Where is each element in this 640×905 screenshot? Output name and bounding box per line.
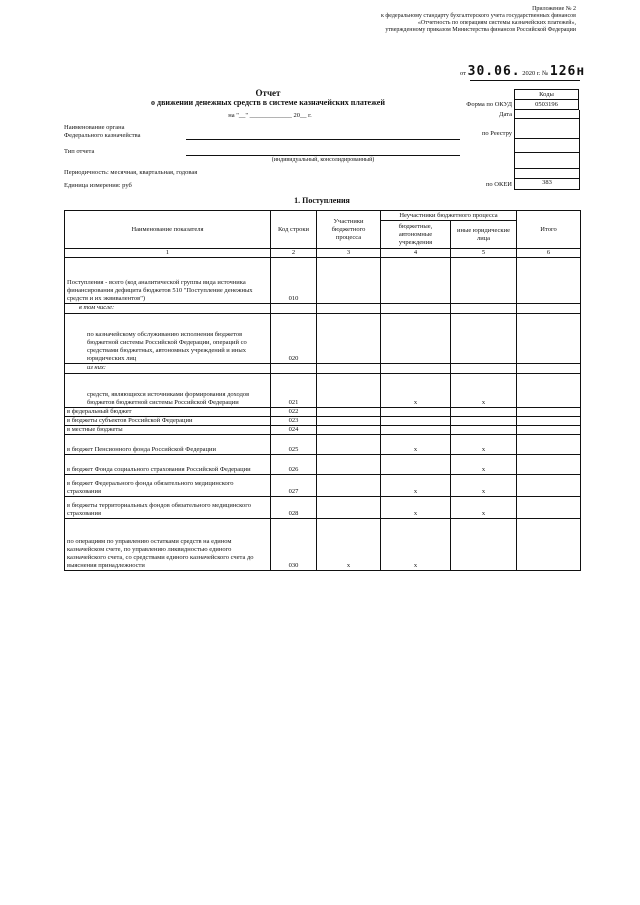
table-row: средств, являющихся источниками формирования доходов бюджетов бюджетной системы Российской Федерации 021 x x	[65, 374, 581, 408]
header-other-legal: иные юридические лица	[451, 221, 517, 249]
okei-label: по ОКЕИ	[485, 181, 512, 188]
header-participants: Участники бюджетного процесса	[317, 211, 381, 249]
table-row: в бюджет Федерального фонда обязательного медицинского страхования 027 x x	[65, 475, 581, 497]
org-name-line	[186, 139, 460, 140]
header-total: Итого	[517, 211, 581, 249]
report-type-hint: (индивидуальный, консолидированный)	[271, 157, 375, 163]
org-label2: Федерального казначейства	[64, 132, 141, 139]
section-title: 1. Поступления	[294, 196, 350, 205]
org-label1: Наименование органа	[64, 124, 125, 131]
table-row: в федеральный бюджет 022	[65, 408, 581, 417]
report-type-label: Тип отчета	[64, 148, 95, 155]
table-row: по казначейскому обслуживанию исполнения бюджетов бюджетной системы Российской Федерации, операций со средствами бюджетных, автономных учреждений и иных юридических лиц 020	[65, 314, 581, 364]
table-row: в местные бюджеты 024	[65, 426, 581, 435]
table-row: по операциям по управлению остатками средств на едином казначейском счете, по управлению ликвидностью единого казначейского счета, со средствами единого казначейского счета до выяснения принадлежности 030 x x	[65, 519, 581, 571]
appendix-underline	[470, 80, 580, 81]
unit-label: Единица измерения: руб	[64, 182, 132, 189]
date-label: Дата	[499, 111, 512, 118]
table-row: в бюджет Пенсионного фонда Российской Федерации 025 x x	[65, 435, 581, 455]
table-row: Поступления - всего (код аналитической группы вида источника финансирования дефицита бюджетов 510 "Поступление денежных средств и их эквивалентов") 010	[65, 258, 581, 304]
table-row: из них:	[65, 364, 581, 374]
header-name: Наименование показателя	[65, 211, 271, 249]
appendix-number-hand: 126н	[549, 64, 586, 79]
periodicity-label: Периодичность: месячная, квартальная, годовая	[64, 169, 198, 176]
header-nonparticipants: Неучастники бюджетного процесса	[381, 211, 517, 221]
table-row: в том числе:	[65, 304, 581, 314]
appendix-date-prefix: от	[460, 70, 467, 77]
title-line2: о движении денежных средств в системе казначейских платежей	[151, 98, 385, 107]
appendix-line3: «Отчетность по операциям системы казначейских платежей»,	[417, 20, 576, 26]
appendix-year-text: 2020 г. №	[522, 70, 549, 77]
appendix-line2: к федеральному стандарту бухгалтерского учета государственных финансов	[380, 13, 576, 19]
appendix-block	[381, 6, 576, 34]
report-type-line	[186, 155, 460, 156]
appendix-date-line	[460, 64, 586, 79]
appendix-date-hand: 30.06.	[467, 64, 521, 79]
table-row: в бюджет Фонда социального страхования Российской Федерации 026 x	[65, 455, 581, 475]
appendix-line1: Приложение № 2	[532, 6, 576, 12]
title-date-line: на "__" _____________ 20__ г.	[228, 112, 312, 119]
table-row: в бюджеты субъектов Российской Федерации 023	[65, 417, 581, 426]
codes-header: Коды	[514, 89, 579, 100]
title-line1: Отчет	[255, 88, 281, 98]
form-code: 0503196	[514, 99, 579, 110]
okei-code: 383	[542, 179, 552, 186]
column-numbers-row: 1 2 3 4 5 6	[65, 249, 581, 258]
form-label: Форма по ОКУД	[466, 101, 512, 108]
table-row: в бюджеты территориальных фондов обязательного медицинского страхования 028 x x	[65, 497, 581, 519]
registry-label: по Реестру	[481, 130, 512, 137]
appendix-line4: утвержденному приказом Министерства финансов Российской Федерации	[385, 27, 576, 33]
header-code: Код строки	[271, 211, 317, 249]
receipts-table	[64, 210, 581, 571]
header-budget-institutions: бюджетные, автономные учреждения	[381, 221, 451, 249]
